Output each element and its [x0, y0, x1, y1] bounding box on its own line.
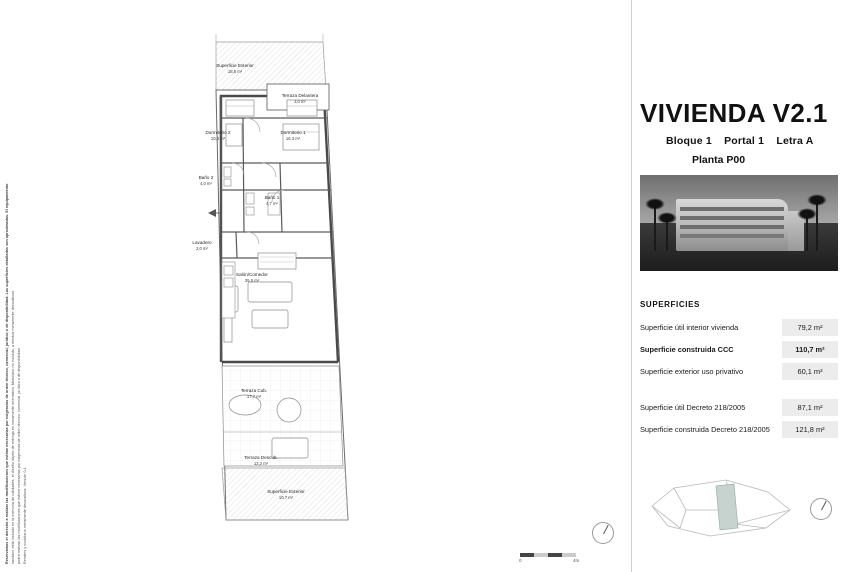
building-render-image — [640, 175, 838, 271]
room-area: 18,5 m² — [227, 68, 243, 74]
room-name: Lavadero — [192, 240, 212, 245]
room-label — [269, 93, 331, 104]
surfaces-spacer — [640, 382, 838, 396]
surface-row-value: 110,7 m² — [782, 341, 838, 358]
room-label — [252, 195, 292, 206]
surface-row — [640, 338, 838, 360]
room-area: 12,2 m² — [253, 460, 269, 466]
room-label — [190, 63, 280, 74]
room-label — [186, 175, 226, 186]
room-label — [182, 240, 222, 251]
room-area: 2,0 m² — [196, 245, 208, 251]
room-label — [264, 130, 322, 141]
legal-line-2: sanitario está incluido en la memoria de calidades, el diseño objeto de entrega es meramente orientativo. Mobiliario no incluido, a efectos meramente decorativos. — [11, 289, 15, 564]
page-title: VIVIENDA V2.1 — [640, 98, 828, 128]
key-plan-diagram — [640, 470, 838, 546]
room-name: Salón/Comedor — [236, 272, 268, 277]
room-name: Superficie Exterior — [216, 63, 254, 68]
room-area: 35,5 m² — [244, 277, 260, 283]
room-label — [226, 388, 282, 399]
planta-label: Planta P00 — [692, 154, 746, 166]
compass-icon-plan — [592, 522, 614, 544]
surface-row-label: Superficie exterior uso privativo — [640, 366, 744, 376]
legal-text-strip — [2, 0, 32, 572]
room-name: Dormitorio 1 — [280, 130, 306, 135]
room-area: 4,7 m² — [266, 200, 278, 206]
legal-line-4: Renders y mobiliario meramente decorativos. Versión 0.1 — [23, 467, 27, 564]
room-area: 10,7 m² — [278, 494, 294, 500]
surface-row — [640, 418, 838, 440]
surface-row — [640, 360, 838, 382]
room-name: Terraza Cub. — [240, 388, 268, 393]
room-area: 4,0 m² — [200, 180, 212, 186]
room-name: Dormitorio 2 — [205, 130, 231, 135]
scale-bar — [520, 548, 590, 562]
bloque-label: Bloque 1 — [666, 135, 712, 147]
room-label — [189, 130, 247, 141]
legal-line-1: Reservamos el derecho a realizar las modificaciones que estime necesarias por exigencias de orden técnico, comercial, jurídico o de disponibilidad. Las superficies detalladas son aproximadas. El equipamiento — [5, 183, 9, 564]
surface-row-label: Superficie construida CCC — [640, 344, 734, 354]
room-label — [248, 489, 324, 500]
room-area: 16,3 m² — [285, 135, 301, 141]
legal-line-3: podrá realizar las modificaciones que estime necesarias por exigencias de orden técnico, comercial, jurídico o de disponibilidad. — [17, 347, 21, 564]
surface-row-label: Superficie útil interior vivienda — [640, 322, 739, 332]
surface-row-value: 60,1 m² — [782, 363, 838, 380]
room-area: 17,7 m² — [246, 393, 262, 399]
surface-row-value: 79,2 m² — [782, 319, 838, 336]
room-name: Baño 1 — [264, 195, 280, 200]
surface-row-label: Superficie construida Decreto 218/2005 — [640, 424, 770, 434]
surface-row — [640, 396, 838, 418]
panel-divider — [631, 0, 632, 572]
room-label — [221, 272, 283, 283]
portal-label: Portal 1 — [724, 135, 765, 147]
surfaces-heading: SUPERFICIES — [640, 300, 700, 309]
unit-identifiers — [666, 135, 814, 147]
surface-row — [640, 316, 838, 338]
room-area: 3,0 m² — [294, 98, 306, 104]
room-name: Terraza Descub. — [244, 455, 278, 460]
room-label — [230, 455, 292, 466]
scale-label-end: 4m — [573, 558, 580, 563]
letra-label: Letra A — [776, 135, 814, 147]
compass-icon-keyplan — [810, 498, 832, 520]
scale-label-zero: 0 — [519, 558, 522, 563]
room-name: Superficie Exterior — [267, 489, 305, 494]
surface-row-value: 121,8 m² — [782, 421, 838, 438]
room-name: Terraza Delantera — [281, 93, 319, 98]
floor-plan-drawing — [40, 0, 630, 572]
room-area: 10,4 m² — [210, 135, 226, 141]
info-panel — [640, 0, 840, 572]
surface-row-label: Superficie útil Decreto 218/2005 — [640, 402, 746, 412]
surfaces-table — [640, 316, 838, 440]
surface-row-value: 87,1 m² — [782, 399, 838, 416]
room-name: Baño 2 — [198, 175, 214, 180]
floor-plan — [40, 0, 630, 572]
